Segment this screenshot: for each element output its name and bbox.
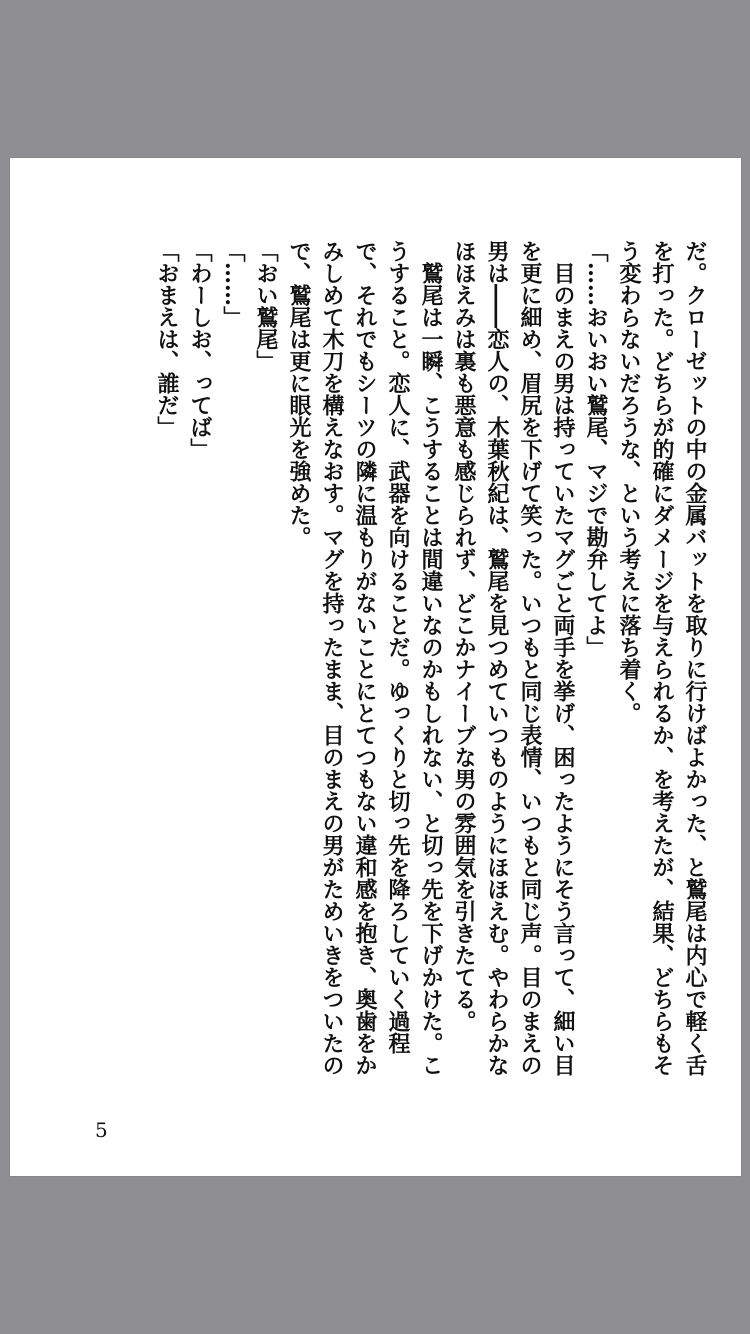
page-number: 5 — [95, 1118, 108, 1142]
page-text — [150, 240, 711, 1090]
paragraph: 「おまえは、誰だ」 — [154, 240, 180, 438]
book-page — [10, 158, 741, 1176]
paragraph: 「……」 — [220, 240, 246, 328]
paragraph: 「……おいおい鷲尾、マジで勘弁してよ」 — [583, 240, 609, 658]
paragraph: 「わーしお、ってば」 — [187, 240, 213, 460]
paragraph: 目のまえの男は持っていたマグごと両手を挙げ、困ったようにそう言って、細い目を更に細め、眉尻を下げて笑った。いつもと同じ表情、いつもと同じ声。目のまえの男は――恋人の、木葉秋紀は、鷲尾を見つめていつものようにほほえむ。やわらかなほほえみは裏も悪意も感じられず、どこかナイーブな男の雰囲気を引きたてる。 — [451, 240, 576, 1076]
paragraph: 「おい鷲尾」 — [253, 240, 279, 372]
paragraph: だ。クローゼットの中の金属バットを取りに行けばよかった、と鷲尾は内心で軽く舌を打った。どちらが的確にダメージを与えられるか、を考えたが、結果、どちらもそう変わらないだろうな、という考えに落ち着く。 — [616, 240, 708, 1076]
paragraph: 鷲尾は一瞬、こうすることは間違いなのかもしれない、と切っ先を下げかけた。こうすること。恋人に、武器を向けることだ。ゆっくりと切っ先を降ろしていく過程で、それでもシーツの隣に温もりがないことにとてつもない違和感を抱き、奥歯をかみしめて木刀を構えなおす。マグを持ったまま、目のまえの男がためいきをついたので、鷲尾は更に眼光を強めた。 — [286, 240, 444, 1076]
